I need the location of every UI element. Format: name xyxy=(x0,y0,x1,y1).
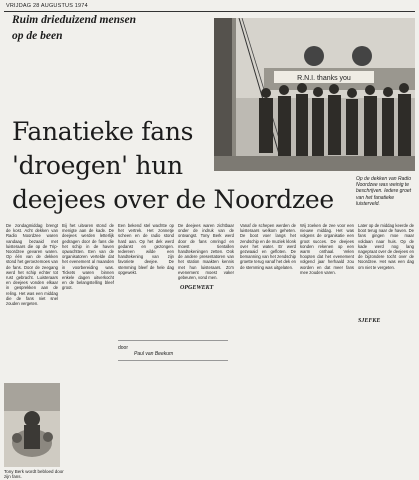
headline-line-1: Fanatieke fans xyxy=(12,117,194,146)
body-column-7: Later op de middag keerde de boot terug naar de haven. De fans gingen moe maar voldaan naar huis. Op de kade werd nog lang nagepraat over de deejees en de bijzondere tocht over de Noordzee. Het was een dag om niet te vergeten. xyxy=(358,223,414,270)
ship-crowd-photo xyxy=(214,18,415,171)
body-column-5: Vanaf de schepen werden de luisteraars welkom geheten. De boot voer langs het zendschip en de muziek klonk over het water. Er werd gezwaaid en gefloten. De bemanning van het zendschip groette terug vanaf het dek en de stemming was uitgelaten. xyxy=(240,223,296,270)
kicker-line-2: op de been xyxy=(12,30,63,42)
body-column-3: Een bekend stel wachtte op het vertrek. Het zonnetje scheen en de radio stond hard aan. Op het dek werd gedanst en gezongen. Iedereen wilde een handtekening van zijn favoriete deejee. De stemming bleef de hele dag opgewekt. xyxy=(118,223,174,275)
subhead-opgewekt: OPGEWEKT xyxy=(180,285,214,291)
top-rule xyxy=(4,11,415,12)
fan-photo-caption: Tony Berk wordt bebloed door zijn fans. xyxy=(4,469,64,479)
byline-rule xyxy=(118,340,228,341)
banner-text: R.N.I. thanks you xyxy=(297,75,351,82)
body-column-4: De deejees waren zichtbaar onder de indruk van de ontvangst. Tony Berk werd door de fans omringd en moest tientallen handtekeningen zetten. Ook de andere presentatoren van het station maakten kennis met hun luisteraars. Zo'n evenement moest vaker gebeuren, vond men. xyxy=(178,223,234,281)
byline-rule-bottom xyxy=(118,360,228,361)
headline-line-2: 'droegen' hun xyxy=(12,151,183,180)
body-column-6: Wij zoeken de zee voor een nieuwe middag. Het was volgens de organisatie een groot succes. De deejees konden rekenen op een warm onthaal. Velen hoopten dat het evenement volgend jaar herhaald zou worden en dat meer fans mee zouden varen. xyxy=(300,223,354,275)
body-column-1: De zondagmiddag brengt de kost. Acht dekken van Radio Noordzee waren vandaag bezaaid met luisteraars die op de Trip-Noordzee gevaren waren. Op één van de dekken stond het geroezemoes van de fans. Door de zeegang werd het schip echter tot rust gebracht. Luisteraars en deejees vonden elkaar in gesprekken aan de reling. Het was een middag die de fans niet snel zouden vergeten. xyxy=(6,223,58,307)
subhead-sjefke: SJEFKE xyxy=(358,318,381,324)
headline-line-3: deejees over de Noordzee xyxy=(12,185,334,214)
fan-photo xyxy=(4,383,60,467)
byline-label: door xyxy=(118,345,129,351)
photo-caption: Op de dekken van Radio Noordzee was weinig te beschrijven. Iedere groet van het fanatieke luisterveld. xyxy=(356,176,412,207)
byline-name: Paul van Beekum xyxy=(134,351,174,357)
main-photo xyxy=(214,18,415,171)
body-column-2: Bij het uitvaren stond de menigte aan de kade. De deejees werden letterlijk gedragen door de fans die het schip in de haven opwachtten. Een van de organisatoren vertelde dat het evenement al maanden in voorbereiding was. Tickets waren binnen enkele dagen uitverkocht en de belangstelling bleef groot. xyxy=(62,223,114,291)
kicker-line-1: Ruim drieduizend mensen xyxy=(12,14,136,26)
dateline: VRIJDAG 28 AUGUSTUS 1974 xyxy=(6,3,88,9)
tony-berk-photo xyxy=(4,383,60,467)
